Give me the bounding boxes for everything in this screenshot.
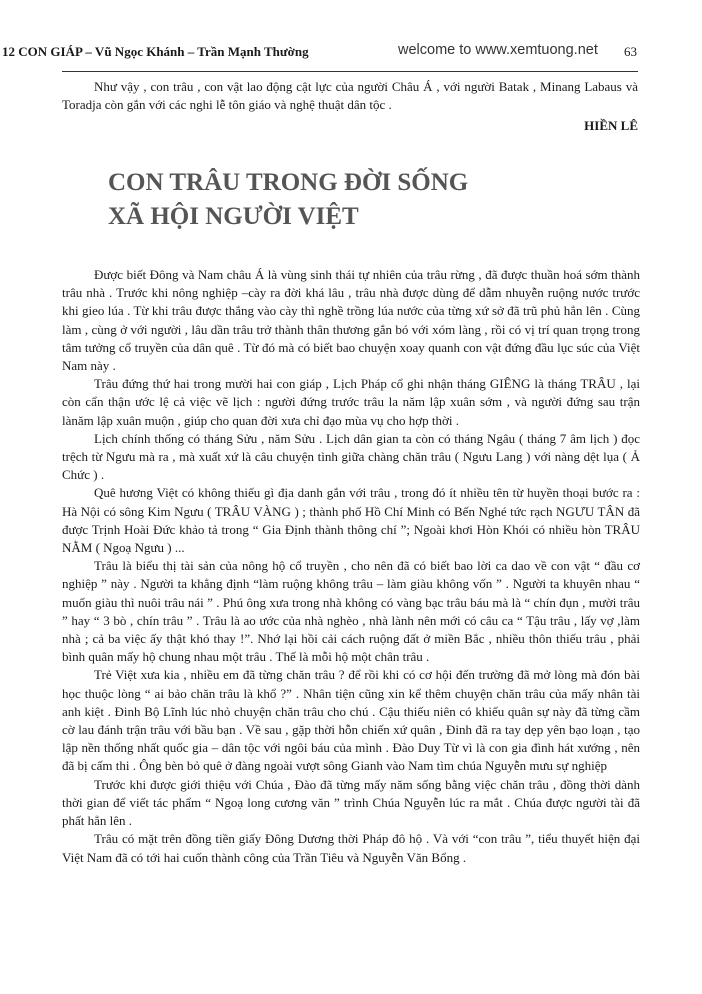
header-rule	[62, 71, 638, 72]
article-title-line-1: CON TRÂU TRONG ĐỜI SỐNG	[108, 169, 469, 196]
article-title-line-2: XÃ HỘI NGƯỜI VIỆT	[108, 203, 359, 230]
paragraph: Trẻ Việt xưa kia , nhiều em đã từng chăn trâu ? để rồi khi có cơ hội đến trường đã mở lòng mà đón bài học thuộc lòng “ ai bảo chăn trâu là khổ ?” . Nhân tiện cũng xin kể thêm chuyện chăn trâu của mấy nhân tài anh kiệt . Đinh Bộ Lĩnh lúc nhỏ chuyện chăn trâu cho chú . Cậu thiếu niên có khiếu quân sự này đã từng cầm cờ lau đánh trận trâu với bầu bạn . Về sau , gặp thời hỗn chiến xứ quân , Đinh đã ra tay dẹp yên bạo loạn , tạo lập nền thống nhất quốc gia – dân tộc với ngôi báu của mình . Đào Duy Từ vì là con gia đình hát xướng , nên đã bị cấm thi . Ông bèn bỏ quê ở đàng ngoài vượt sông Gianh vào Nam tìm chúa Nguyễn mưu sự nghiệp	[62, 667, 640, 774]
paragraph: Trước khi được giới thiệu với Chúa , Đào đã từng mấy năm sống bằng việc chăn trâu , đồng thời dành thời gian để viết tác phẩm “ Ngoạ long cương văn ” trình Chúa Nguyễn lúc ra mắt . Chúa được người tài đã phất hẳn lên .	[62, 776, 640, 829]
intro-paragraph: Như vậy , con trâu , con vật lao động cật lực của người Châu Á , với người Batak , Minang Labaus và Toradja còn gắn với các nghi lễ tôn giáo và nghệ thuật dân tộc .	[62, 79, 638, 112]
page-number: 63	[624, 44, 637, 59]
page-header	[0, 44, 702, 68]
paragraph: Trâu có mặt trên đồng tiền giấy Đông Dương thời Pháp đô hộ . Và với “con trâu ”, tiểu thuyết hiện đại Việt Nam đã có tới hai cuốn thành công của Trần Tiêu và Nguyễn Văn Bổng .	[62, 831, 640, 865]
paragraph: Quê hương Việt có không thiếu gì địa danh gắn với trâu , trong đó ít nhiều tên từ huyền thoại bước ra : Hà Nội có sông Kim Ngưu ( TRÂU VÀNG ) ; thành phố Hồ Chí Minh có Bến Nghé tức rạch NGƯU TÂN đã được Trịnh Hoài Đức khảo tả trong “ Gia Định thành thông chí ”; Ngoài khơi Hòn Khói có nhiều hòn TRÂU NẰM ( Ngoạ Ngưu ) ...	[62, 485, 640, 556]
paragraph: Lịch chính thống có tháng Sửu , năm Sửu . Lịch dân gian ta còn có tháng Ngâu ( tháng 7 âm lịch ) đọc trệch từ Ngưu mà ra , mà xuất xứ là câu chuyện tình giữa chàng chăn trâu ( Ngưu Lang ) với nàng dệt lụa ( Ả Chức ) .	[62, 430, 640, 483]
website-watermark: welcome to www.xemtuong.net	[398, 42, 598, 58]
paragraph: Trâu đứng thứ hai trong mười hai con giáp , Lịch Pháp cổ ghi nhận tháng GIÊNG là tháng TRÂU , lại còn cẩn thận ước lệ cả việc vẽ lịch : người đứng trước trâu la năm lập xuân sớm , và người đứng sau trận lànăm lập xuân muộn , giúp cho quan đời xưa chỉ đạo mùa vụ cho hợp thời .	[62, 376, 640, 428]
paragraph: Được biết Đông và Nam châu Á là vùng sinh thái tự nhiên của trâu rừng , đã được thuần hoá sớm thành trâu nhà . Trước khi nông nghiệp –cày ra đời khá lâu , trâu nhà được dùng để dẫm nhuyễn ruộng nước trước khi gieo lúa . Từ khi trâu được thắng vào cày thì nghề trồng lúa nước của từng xứ sở đã trũ phủ hẳn lên . Cùng làm , cùng ở với người , lâu dần trâu trở thành thân thương gắn bó với xóm làng , rồi có vị trí quan trọng trong tâm tưởng cổ truyền của dân quê . Từ đó mà có biết bao chuyện xoay quanh con vật đứng đầu lục súc của Việt Nam này .	[62, 267, 640, 374]
article-title	[108, 166, 468, 234]
paragraph: Trâu là biểu thị tài sản của nông hộ cổ truyền , cho nên đã có biết bao lời ca dao về con vật “ đầu cơ nghiệp ” này . Người ta khẳng định “làm ruộng không trâu – làm giàu không vốn ” . Người ta khuyên nhau “ muốn giàu thì nuôi trâu nái ” . Phú ông xưa trong nhà không có vàng bạc trâu báu mà là “ chín đụn , mười trâu ” hay “ 3 bò , chín trâu ” . Trâu là ao ước của nhà nghèo , nhà lành nên mới có câu ca “ Tậu trâu , lấy vợ ,làm nhà ; cả ba việc ấy thật khó thay !”. Nhớ lại hồi cải cách ruộng đất ở miền Bắc , nhiều thôn thiếu trâu , phải bình quân mấy hộ chung nhau một trâu . Thế là mỗi hộ một chân trâu .	[62, 558, 640, 665]
book-title: 12 CON GIÁP – Vũ Ngọc Khánh – Trần Mạnh Thường	[2, 44, 309, 59]
intro-section	[62, 78, 638, 114]
article-body	[62, 266, 640, 867]
author-signature: HIỀN LÊ	[584, 118, 638, 133]
